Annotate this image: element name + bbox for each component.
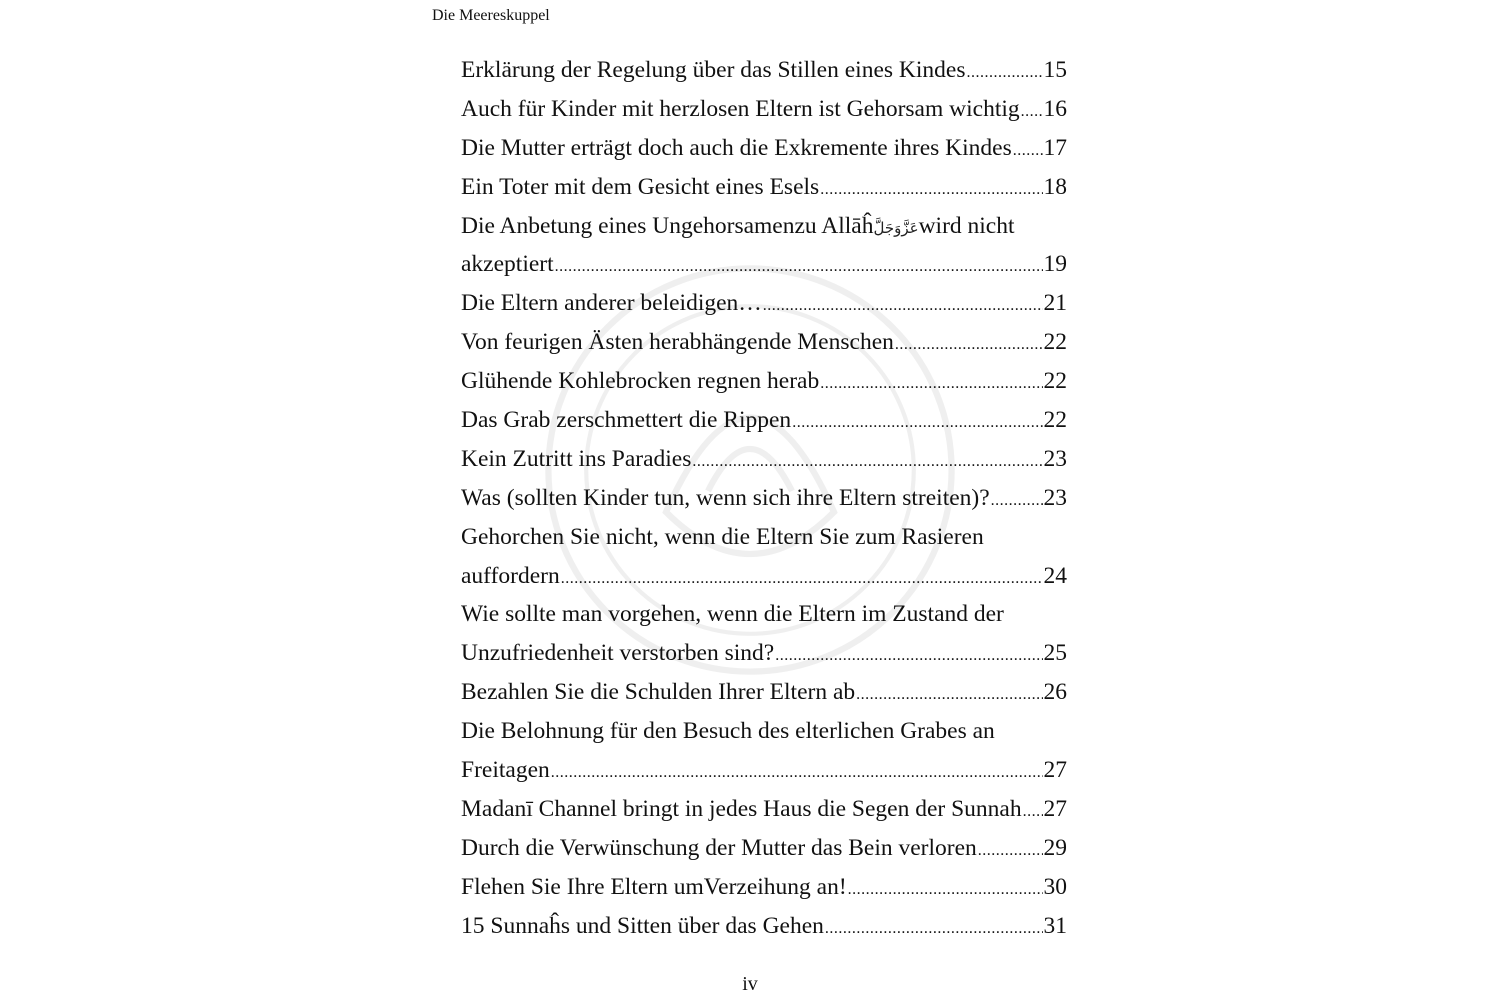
toc-page-number: 22 [1043,368,1067,395]
toc-entry-line [461,323,1067,362]
dot-leader [820,171,1042,210]
toc-page-number: 21 [1043,290,1067,317]
toc-entry-line [461,518,1067,557]
toc-page-number: 19 [1043,251,1067,278]
toc-page-number: 16 [1043,95,1067,122]
running-header: Die Meereskuppel [432,7,550,24]
dot-leader [856,676,1042,715]
toc-entry-line [461,168,1067,207]
dot-leader [966,54,1042,93]
toc-page-number: 17 [1043,134,1067,161]
toc-entry-title: Die Belohnung für den Besuch des elterlichen Grabes an [461,718,995,745]
toc-entry-title: Freitagen [461,757,550,784]
toc-page-number: 22 [1043,407,1067,434]
dot-leader [1021,93,1043,132]
toc-entry-line [461,245,1067,284]
toc-entry-title: Unzufriedenheit verstorben sind? [461,640,775,667]
toc-entry-line [461,673,1067,712]
toc-page-number: 26 [1043,679,1067,706]
toc-entry-line [461,401,1067,440]
toc-entry-title: Das Grab zerschmettert die Rippen [461,407,792,434]
toc-entry-title: Die Mutter erträgt doch auch die Exkremente ihres Kindes [461,134,1012,161]
dot-leader [1023,793,1043,832]
toc-page-number: 27 [1043,795,1067,822]
dot-leader [551,754,1043,793]
toc-entry-line [461,868,1067,907]
toc-page-number: 29 [1043,834,1067,861]
dot-leader [991,482,1043,521]
dot-leader [763,287,1043,326]
dot-leader [555,248,1043,287]
dot-leader [978,832,1043,871]
toc-entry-title: Die Anbetung eines Ungehorsamenzu Allāĥ [461,212,874,239]
toc-entry-title: akzeptiert [461,251,554,278]
toc-entry-title: Wie sollte man vorgehen, wenn die Eltern im Zustand der [461,601,1004,628]
toc-entry-title: Die Eltern anderer beleidigen… [461,290,762,317]
toc-entry-title: Flehen Sie Ihre Eltern umVerzeihung an! [461,873,847,900]
toc-entry-line [461,790,1067,829]
toc-entry-line [461,751,1067,790]
toc-entry-title: auffordern [461,562,560,589]
toc-entry-title: Von feurigen Ästen herabhängende Menschen [461,329,894,356]
toc-page-number: 15 [1043,57,1067,83]
dot-leader [825,910,1043,949]
dot-leader [848,871,1043,910]
toc-page-number: 22 [1043,329,1067,356]
dot-leader [692,443,1042,482]
toc-entry-line [461,557,1067,596]
toc-entry-line [461,595,1067,634]
toc-page-number: 30 [1043,873,1067,900]
toc-entry-title: Ein Toter mit dem Gesicht eines Esels [461,173,820,200]
dot-leader [792,404,1042,443]
toc-entry-title: Auch für Kinder mit herzlosen Eltern ist Gehorsam wichtig [461,95,1020,122]
toc-page-number: 31 [1043,912,1067,939]
toc-entry-line [461,634,1067,673]
toc-entry-title: Glühende Kohlebrocken regnen herab [461,368,820,395]
dot-leader [775,637,1042,676]
toc-entry-line [461,284,1067,323]
dot-leader [1013,132,1043,171]
toc-entry-line [461,51,1067,90]
dot-leader [895,326,1043,365]
toc-entry-line [461,129,1067,168]
table-of-contents [461,51,1067,945]
toc-page-number: 23 [1043,484,1067,511]
page-number: iv [742,973,758,995]
toc-entry-title: Was (sollten Kinder tun, wenn sich ihre Eltern streiten)? [461,484,990,511]
toc-entry-line [461,907,1067,946]
toc-entry-line [461,90,1067,129]
toc-entry-line [461,712,1067,751]
toc-entry-title-continued: wird nicht [918,212,1015,239]
dot-leader [561,560,1043,599]
toc-entry-line [461,440,1067,479]
toc-entry-title: Gehorchen Sie nicht, wenn die Eltern Sie zum Rasieren [461,523,984,550]
honorific-epithet: عَزَّوَجَلَّ [873,218,919,237]
toc-page-number: 27 [1043,757,1067,784]
toc-entry-line [461,479,1067,518]
toc-entry-title: Kein Zutritt ins Paradies [461,445,692,472]
toc-page-number: 24 [1043,562,1067,589]
toc-entry-title: Durch die Verwünschung der Mutter das Bein verloren [461,834,977,861]
toc-entry-line [461,829,1067,868]
toc-page-number: 25 [1043,640,1067,667]
toc-entry-line [461,207,1067,246]
toc-entry-title: 15 Sunnaĥs und Sitten über das Gehen [461,912,824,939]
toc-page-number: 18 [1043,173,1067,200]
toc-entry-title: Madanī Channel bringt in jedes Haus die Segen der Sunnah [461,795,1022,822]
toc-entry-line [461,362,1067,401]
toc-entry-title: Erklärung der Regelung über das Stillen eines Kindes [461,57,966,83]
toc-entry-title: Bezahlen Sie die Schulden Ihrer Eltern ab [461,679,856,706]
dot-leader [820,365,1042,404]
toc-page-number: 23 [1043,445,1067,472]
